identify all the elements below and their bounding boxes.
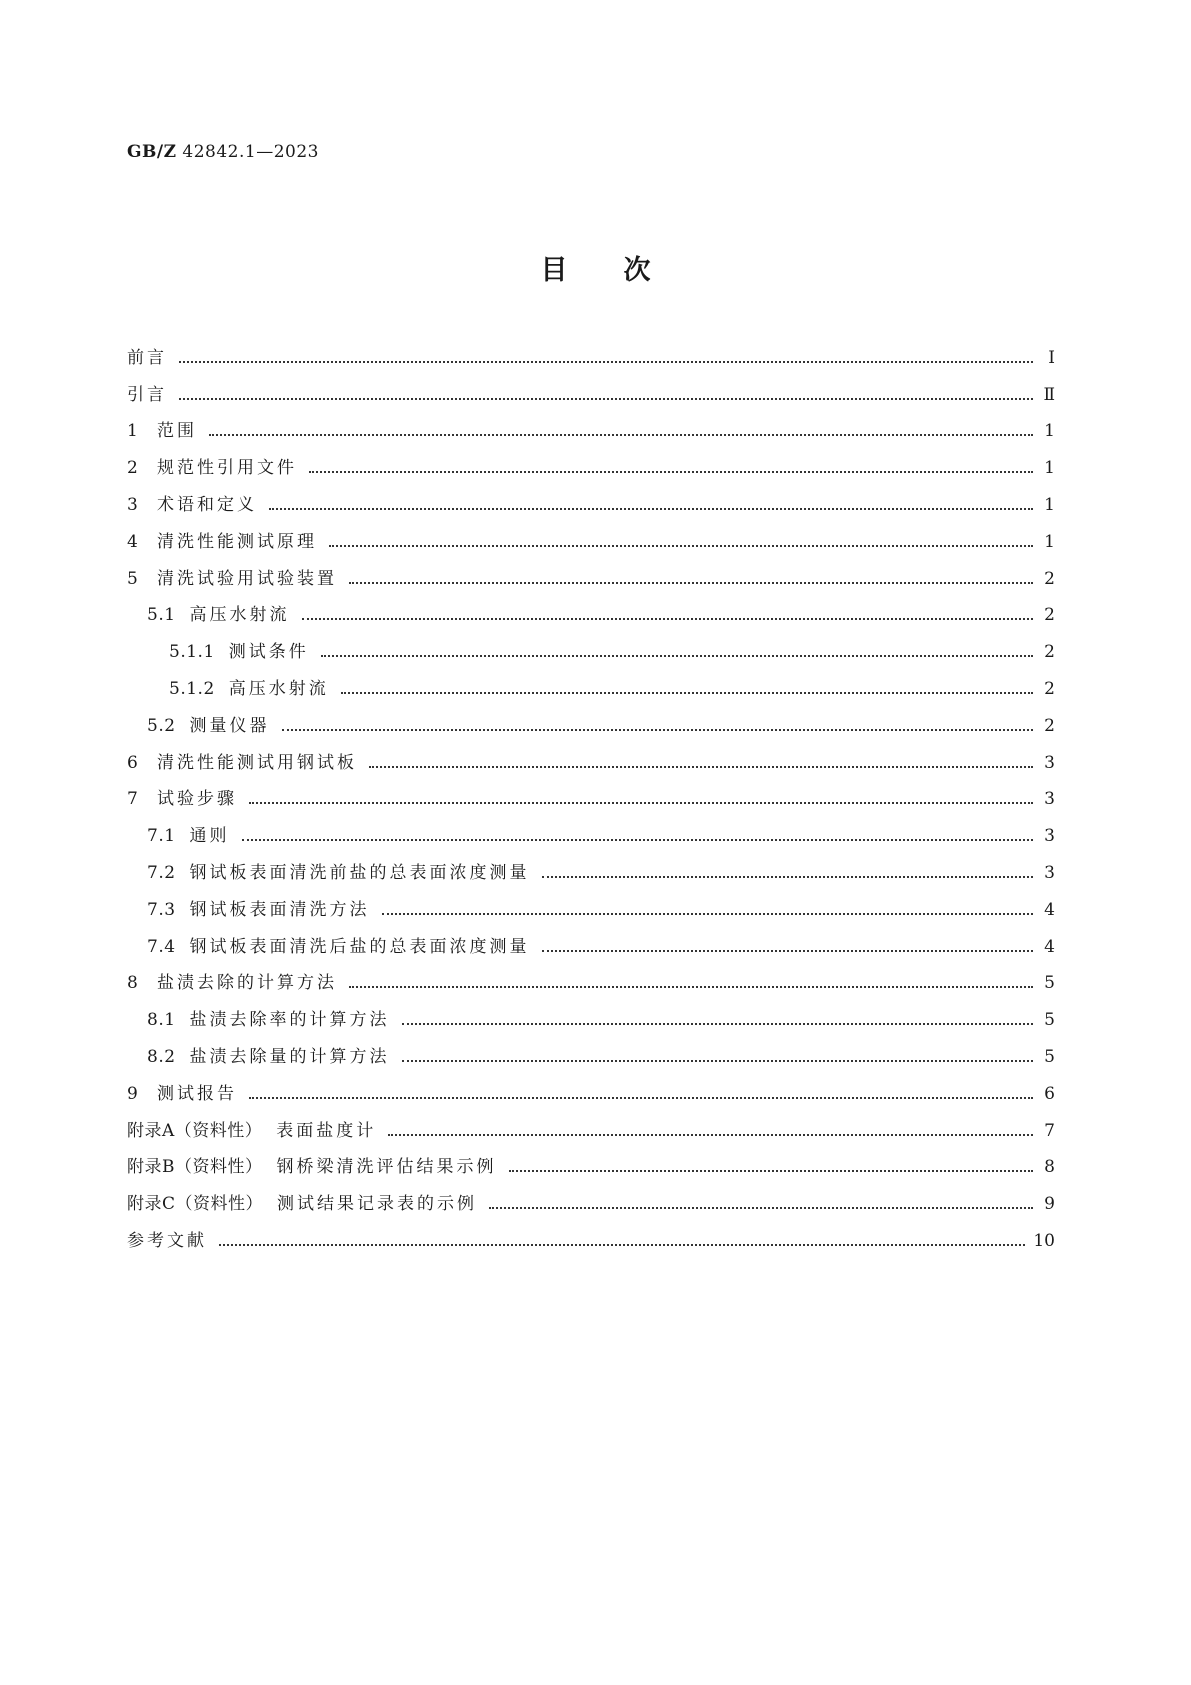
- toc-entry-page: 2: [1044, 605, 1055, 626]
- toc-entry[interactable]: [127, 929, 1055, 966]
- toc-entry[interactable]: [127, 1076, 1055, 1113]
- toc-entry[interactable]: [127, 782, 1055, 819]
- toc-entry-page: 8: [1044, 1157, 1055, 1178]
- toc-entry-page: Ⅰ: [1048, 347, 1055, 368]
- toc-entry-number: 5.1: [147, 605, 176, 626]
- toc-entry-label: 试验步骤: [157, 789, 237, 810]
- toc-entry-label: 盐渍去除率的计算方法: [189, 1010, 390, 1031]
- toc-leader-dots: [349, 571, 1033, 588]
- toc-entry-number: 7.4: [147, 936, 176, 957]
- toc-entry-label: 清洗性能测试原理: [157, 531, 317, 552]
- toc-entry-label: 测试结果记录表的示例: [277, 1194, 478, 1215]
- toc-entry[interactable]: [127, 1002, 1055, 1039]
- toc-leader-dots: [329, 534, 1033, 551]
- toc-leader-dots: [242, 828, 1033, 845]
- toc-entry-page: 2: [1044, 715, 1055, 736]
- toc-entry-page: 1: [1044, 495, 1055, 516]
- toc-leader-dots: [509, 1159, 1034, 1176]
- toc-entry-label: 清洗试验用试验装置: [157, 568, 337, 589]
- toc-leader-dots: [349, 975, 1033, 992]
- toc-entry-page: 5: [1044, 1047, 1055, 1068]
- toc-entry-number: 5.1.1: [169, 642, 215, 663]
- toc-entry-label: 钢桥梁清洗评估结果示例: [276, 1157, 497, 1178]
- toc-entry[interactable]: [127, 414, 1055, 451]
- toc-entry[interactable]: [127, 1113, 1055, 1150]
- toc-entry-number: 1: [127, 421, 139, 442]
- toc-entry-number: 4: [127, 531, 139, 552]
- toc-leader-dots: [369, 755, 1033, 772]
- toc-entry-label: 术语和定义: [157, 495, 257, 516]
- toc-entry-label: 高压水射流: [189, 605, 290, 626]
- toc-leader-dots: [219, 1233, 1025, 1250]
- toc-entry[interactable]: [127, 598, 1055, 635]
- toc-entry[interactable]: [127, 377, 1055, 414]
- toc-entry-number: 8: [127, 973, 139, 994]
- toc-entry-number: 附录C（资料性）: [127, 1194, 264, 1215]
- toc-entry-number: 7.1: [147, 826, 176, 847]
- toc-entry-page: 6: [1044, 1083, 1055, 1104]
- toc-leader-dots: [209, 423, 1033, 440]
- toc-entry-label: 钢试板表面清洗后盐的总表面浓度测量: [189, 936, 530, 957]
- toc-entry[interactable]: [127, 450, 1055, 487]
- toc-entry[interactable]: [127, 1223, 1055, 1260]
- toc-leader-dots: [542, 939, 1033, 956]
- toc-entry-label: 通则: [189, 826, 230, 847]
- toc-entry-label: 高压水射流: [228, 679, 329, 700]
- toc-entry-number: 7: [127, 789, 139, 810]
- toc-entry-label: 规范性引用文件: [157, 458, 297, 479]
- toc-entry-label: 盐渍去除的计算方法: [157, 973, 337, 994]
- toc-entry-number: 6: [127, 752, 139, 773]
- toc-leader-dots: [341, 681, 1033, 698]
- toc-entry-page: 5: [1044, 1010, 1055, 1031]
- toc-entry-number: 3: [127, 495, 139, 516]
- toc-entry[interactable]: [127, 634, 1055, 671]
- document-code: [127, 142, 319, 162]
- toc-entry[interactable]: [127, 892, 1055, 929]
- toc-entry-label: 钢试板表面清洗方法: [189, 899, 370, 920]
- standard-number: 42842.1—2023: [182, 142, 319, 162]
- toc-entry-page: 2: [1044, 642, 1055, 663]
- toc-entry-page: 3: [1044, 752, 1055, 773]
- toc-leader-dots: [179, 350, 1033, 367]
- toc-leader-dots: [282, 718, 1033, 735]
- toc-entry-page: 3: [1044, 863, 1055, 884]
- toc-entry-label: 盐渍去除量的计算方法: [189, 1047, 390, 1068]
- standard-prefix: GB/Z: [127, 142, 177, 162]
- toc-entry-label: 清洗性能测试用钢试板: [157, 752, 357, 773]
- toc-entry-number: 9: [127, 1083, 139, 1104]
- toc-entry[interactable]: [127, 524, 1055, 561]
- toc-entry[interactable]: [127, 745, 1055, 782]
- toc-entry-label: 测量仪器: [189, 715, 270, 736]
- toc-entry-page: 1: [1044, 531, 1055, 552]
- toc-leader-dots: [269, 497, 1033, 514]
- toc-leader-dots: [402, 1049, 1033, 1066]
- toc-leader-dots: [249, 791, 1033, 808]
- toc-entry-page: 3: [1044, 789, 1055, 810]
- toc-entry-number: 5.1.2: [169, 679, 215, 700]
- page-title: 目次: [540, 255, 707, 286]
- toc-entry[interactable]: [127, 487, 1055, 524]
- table-of-contents: [127, 340, 1055, 1260]
- toc-entry-label: 测试报告: [157, 1083, 237, 1104]
- toc-entry-number: 附录B（资料性）: [127, 1157, 263, 1178]
- toc-entry-label: 钢试板表面清洗前盐的总表面浓度测量: [189, 863, 530, 884]
- toc-entry[interactable]: [127, 1150, 1055, 1187]
- toc-entry[interactable]: [127, 340, 1055, 377]
- toc-leader-dots: [321, 644, 1033, 661]
- toc-entry-page: 3: [1044, 826, 1055, 847]
- toc-entry-page: 7: [1044, 1120, 1055, 1141]
- toc-entry[interactable]: [127, 1186, 1055, 1223]
- toc-entry-page: 9: [1044, 1194, 1055, 1215]
- toc-entry-number: 5: [127, 568, 139, 589]
- toc-leader-dots: [382, 902, 1033, 919]
- toc-entry-number: 7.2: [147, 863, 176, 884]
- toc-entry-number: 2: [127, 458, 139, 479]
- toc-leader-dots: [179, 387, 1033, 404]
- toc-entry-page: 10: [1033, 1231, 1055, 1252]
- toc-leader-dots: [249, 1086, 1033, 1103]
- toc-leader-dots: [302, 607, 1033, 624]
- toc-entry[interactable]: [127, 1039, 1055, 1076]
- toc-entry[interactable]: [127, 708, 1055, 745]
- toc-entry-number: 7.3: [147, 899, 176, 920]
- toc-entry-label: 前言: [127, 347, 167, 368]
- toc-entry[interactable]: [127, 966, 1055, 1003]
- toc-entry-label: 范围: [157, 421, 197, 442]
- toc-entry-label: 测试条件: [228, 642, 309, 663]
- toc-entry-page: 4: [1044, 899, 1055, 920]
- toc-leader-dots: [489, 1196, 1033, 1213]
- toc-entry-number: 8.2: [147, 1047, 176, 1068]
- toc-entry-page: 1: [1044, 421, 1055, 442]
- toc-entry-number: 附录A（资料性）: [127, 1120, 263, 1141]
- toc-entry[interactable]: [127, 855, 1055, 892]
- toc-entry-page: 2: [1044, 679, 1055, 700]
- toc-entry-page: 4: [1044, 936, 1055, 957]
- toc-entry-page: Ⅱ: [1043, 384, 1055, 405]
- toc-entry-label: 参考文献: [127, 1231, 207, 1252]
- toc-entry-label: 表面盐度计: [276, 1120, 377, 1141]
- toc-entry-page: 2: [1044, 568, 1055, 589]
- toc-entry[interactable]: [127, 818, 1055, 855]
- toc-entry-page: 1: [1044, 458, 1055, 479]
- toc-entry-label: 引言: [127, 384, 167, 405]
- toc-leader-dots: [402, 1012, 1033, 1029]
- toc-entry-page: 5: [1044, 973, 1055, 994]
- toc-leader-dots: [388, 1123, 1033, 1140]
- toc-entry[interactable]: [127, 671, 1055, 708]
- toc-leader-dots: [309, 460, 1033, 477]
- toc-entry-number: 5.2: [147, 715, 176, 736]
- toc-leader-dots: [542, 865, 1033, 882]
- toc-entry-number: 8.1: [147, 1010, 176, 1031]
- toc-entry[interactable]: [127, 561, 1055, 598]
